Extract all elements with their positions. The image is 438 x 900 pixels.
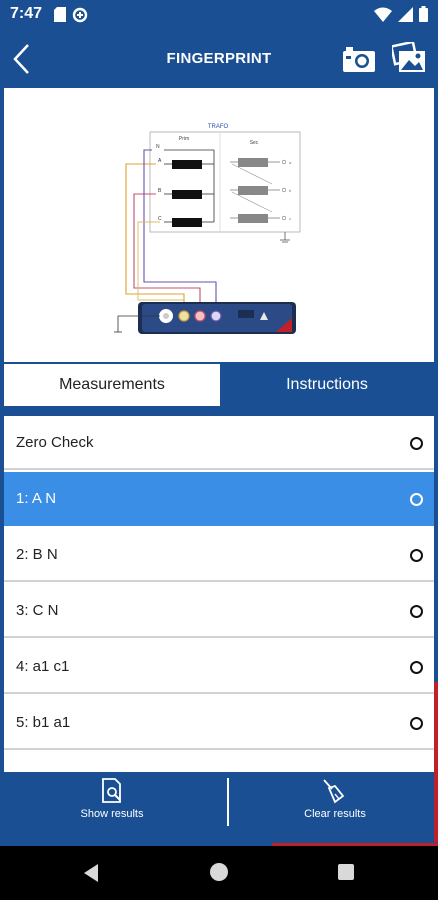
divider [227, 778, 229, 826]
measurement-list[interactable] [4, 416, 434, 772]
radio-button[interactable] [410, 493, 423, 506]
diagram-secondary-label: Sec [249, 140, 259, 146]
sd-card-icon [54, 7, 66, 22]
diagram-terminal-b: B [158, 188, 162, 194]
diagram-terminal-b-secondary: b [289, 188, 292, 193]
radio-button[interactable] [410, 437, 423, 450]
signal-icon [398, 7, 413, 22]
list-item-label: 2: B N [16, 546, 58, 563]
diagram-terminal-a: A [158, 158, 162, 164]
radio-button[interactable] [410, 661, 423, 674]
radio-button[interactable] [410, 549, 423, 562]
radio-button[interactable] [410, 717, 423, 730]
list-item-label: 5: b1 a1 [16, 714, 71, 731]
status-time: 7:47 [10, 5, 43, 22]
app-bar [0, 30, 438, 88]
diagram-terminal-c: C [158, 216, 162, 222]
clear-results-label: Clear results [304, 808, 366, 820]
list-item-c-n[interactable] [4, 584, 434, 638]
list-item-a1-c1[interactable] [4, 640, 434, 694]
bottom-action-bar [0, 772, 438, 846]
wifi-icon [374, 7, 392, 22]
gallery-icon [392, 42, 426, 74]
list-item-b1-a1[interactable] [4, 696, 434, 750]
tab-instructions[interactable]: Instructions [220, 364, 434, 406]
accent-stripe [434, 682, 438, 842]
show-results-label: Show results [80, 808, 144, 820]
nav-recent-apps-icon[interactable] [338, 864, 354, 880]
list-item-label: 1: A N [16, 490, 57, 507]
battery-icon [419, 6, 428, 22]
gallery-button[interactable] [392, 42, 426, 74]
data-saver-icon [72, 7, 88, 23]
diagram-title: TRAFO [207, 124, 229, 130]
wiring-diagram [4, 88, 434, 362]
diagram-neutral-label: N [156, 144, 160, 150]
radio-button[interactable] [410, 605, 423, 618]
system-navigation-bar [0, 846, 438, 900]
show-results-button[interactable] [0, 772, 224, 846]
diagram-terminal-c-secondary: c [289, 216, 291, 221]
list-item-label: Zero Check [16, 434, 94, 451]
diagram-terminal-a-secondary: a [289, 160, 292, 165]
nav-back-icon[interactable] [82, 863, 100, 883]
list-item-b-n[interactable] [4, 528, 434, 582]
list-item-label: 4: a1 c1 [16, 658, 70, 675]
list-item-label: 3: C N [16, 602, 59, 619]
tab-bar [4, 364, 434, 406]
list-item-zero-check[interactable] [4, 416, 434, 470]
nav-home-icon[interactable] [210, 863, 228, 881]
diagram-primary-label: Prim [178, 136, 190, 142]
wiring-diagram-panel [4, 88, 434, 362]
page-title: FINGERPRINT [166, 50, 272, 67]
camera-icon [342, 44, 376, 74]
broom-icon [320, 778, 346, 804]
status-bar [0, 0, 438, 30]
camera-button[interactable] [342, 44, 376, 74]
clear-results-button[interactable] [232, 772, 438, 846]
document-search-icon [100, 778, 124, 804]
tab-measurements[interactable]: Measurements [4, 364, 220, 406]
list-item-a-n[interactable] [4, 472, 434, 526]
